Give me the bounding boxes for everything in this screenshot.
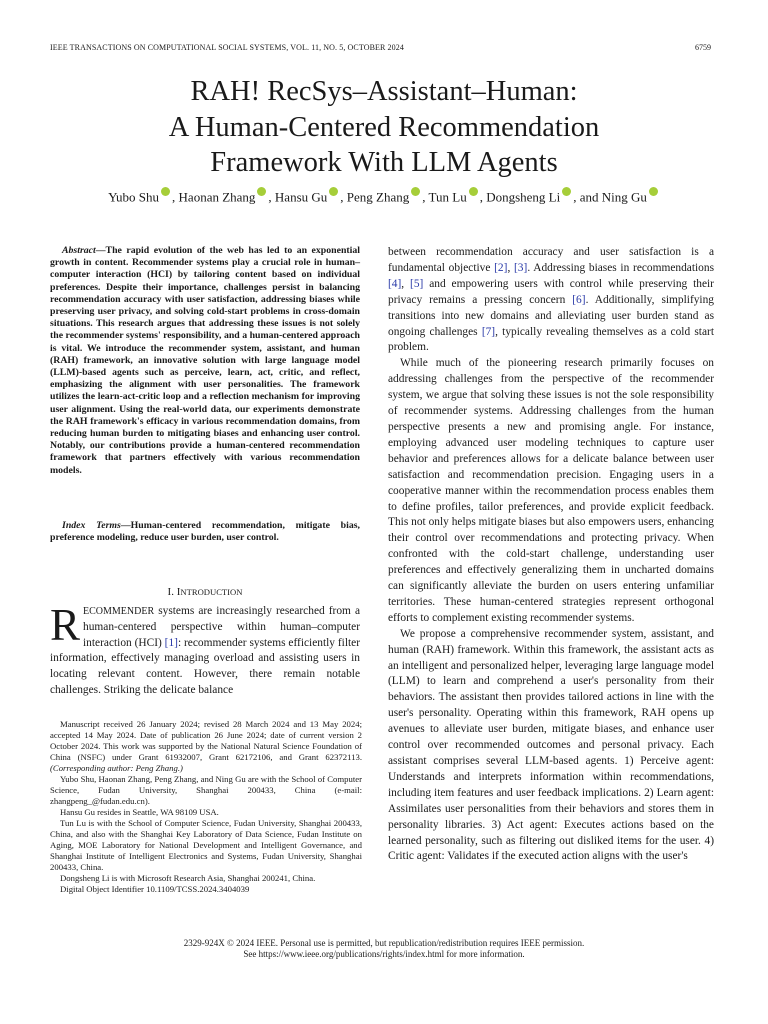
- citation-link[interactable]: [1]: [164, 636, 178, 649]
- copyright-notice: [0, 938, 768, 960]
- author-name: , Haonan Zhang: [172, 189, 256, 205]
- paper-title: [0, 74, 768, 181]
- title-line: RAH! RecSys–Assistant–Human:: [190, 76, 578, 107]
- paragraph: While much of the pioneering research primarily focuses on addressing challenges from the perspective of the recommender system, we argue that solving these issues is not the sole responsibility of recommender systems. Addressing challenges from the human perspective presents a new and promising angle. For instance, employing advanced user modeling techniques to capture user behavior and preferences allows for a delicate balance between user satisfaction and recommendation precision. Engaging users in a cooperative manner within the recommendation process enables them to define profiles, tailor preferences, and provide explicit feedback. This not only helps mitigate biases but also empowers users, enhancing their control over recommendations and protecting privacy. When confronted with the cold-start challenge, understanding user preferences and effectively generalizing them in uncharted domains can significantly alleviate the burden on users entering unfamiliar territories. These human-centered strategies represent orthogonal efforts to complement existing recommender systems.: [388, 357, 714, 624]
- footnote-text: Manuscript received 26 January 2024; revised 28 March 2024 and 13 May 2024; accepted 14 May 2024. Date of publication 26 June 2024; date of current version 2 October 2024. This work was supported by the National Natural Science Foundation of China (NSFC) under Grant 61932007, Grant 62172106, and Grant 62372113.: [50, 719, 362, 762]
- index-terms: [50, 520, 360, 544]
- orcid-icon[interactable]: [649, 187, 658, 196]
- running-header: IEEE TRANSACTIONS ON COMPUTATIONAL SOCIAL SYSTEMS, VOL. 11, NO. 5, OCTOBER 2024: [50, 43, 404, 52]
- orcid-icon[interactable]: [411, 187, 420, 196]
- orcid-icon[interactable]: [562, 187, 571, 196]
- title-line: A Human-Centered Recommendation: [168, 111, 600, 143]
- section-numeral: I.: [167, 586, 177, 598]
- right-column: [388, 245, 714, 865]
- small-caps-word: ECOMMENDER: [83, 606, 155, 617]
- citation-link[interactable]: [5]: [410, 277, 424, 290]
- copyright-line: 2329-924X © 2024 IEEE. Personal use is permitted, but republication/redistribution requires IEEE permission.: [183, 938, 585, 948]
- orcid-icon[interactable]: [469, 187, 478, 196]
- author-list: [0, 187, 768, 205]
- footnote: [50, 719, 362, 774]
- footnote: Yubo Shu, Haonan Zhang, Peng Zhang, and Ning Gu are with the School of Computer Science, Fudan University, Shanghai 200433, China (e-mail: zhangpeng_@fudan.edu.cn).: [50, 774, 362, 806]
- author-name: , Dongsheng Li: [479, 189, 561, 205]
- author-name: , Tun Lu: [422, 189, 467, 205]
- paragraph: We propose a comprehensive recommender system, assistant, and human (RAH) framework. Within this framework, the assistant acts as an intelligent and personalized helper, leveraging large language model (LLM) to learn and comprehend a user's personality from their behaviors. The assistant then provides tailored actions in line with the user's personality. Operating within this framework, RAH opens up avenues to alleviate user burden, mitigate biases, and enhance user control over recommended outcomes and personal privacy. Each assistant comprises several LLM-based agents. 1) Perceive agent: Understands and interprets information within recommendations, including item features and user feedback implications. 2) Learn agent: Assimilates user personalities from their behaviors and stores them in personality libraries. 3) Act agent: Executes actions based on the learned personality, such as filtering out disliked items for the user. 4) Critic agent: Validates if the executed action aligns with the user's: [388, 627, 714, 863]
- abstract-text: —The rapid evolution of the web has led to an exponential growth in content. Recommender systems play a crucial role in human–computer interaction (HCI) by tailoring content based on individual preferences. Despite their importance, challenges persist in balancing recommendation accuracy with user satisfaction, addressing biases while preserving user privacy, and solving cold-start problems in cross-domain situations. This research argues that addressing these issues is not solely the recommender systems' responsibility, and a human-centered approach is vital. We introduce the recommender system, assistant, and human (RAH) framework, an innovative solution with large language model (LLM)-based agents such as perceive, learn, act, critic, and reflect, emphasizing the alignment with user personalities. The framework utilizes the learn-act-critic loop and a reflection mechanism for improving user alignment. Using the real-world data, our experiments demonstrate the RAH framework's efficacy in various recommendation domains, from reducing human burden to mitigating biases and enhancing user control. Notably, our contributions provide a human-centered recommendation framework that partners effectively with various recommendation models.: [50, 245, 360, 476]
- abstract: [50, 245, 360, 477]
- author-name: , Hansu Gu: [268, 189, 328, 205]
- author-name: , Peng Zhang: [340, 189, 410, 205]
- citation-link[interactable]: [2]: [494, 261, 508, 274]
- intro-text: : recommender systems efficiently filter information, effectively managing overload and assisting users in locating relevant content. However, there remain notable challenges. Striking the delicate balance: [50, 636, 360, 696]
- orcid-icon[interactable]: [329, 187, 338, 196]
- body-text: . Addressing biases in recommendations: [527, 261, 714, 274]
- footnotes: [50, 719, 362, 895]
- body-text: , typically revealing themselves as a cold start problem.: [388, 325, 714, 354]
- title-line: Framework With LLM Agents: [210, 147, 558, 178]
- footnote: Tun Lu is with the School of Computer Science, Fudan University, Shanghai 200433, China, and also with the Shanghai Key Laboratory of Data Science, Fudan Institute on Aging, MOE Laboratory for National Development and Intelligent Governance, and Shanghai Institute of Intelligent Electronics and Systems, Fudan University, Shanghai 200433, China.: [50, 818, 362, 872]
- drop-cap: R: [50, 600, 81, 650]
- citation-link[interactable]: [6]: [572, 293, 586, 306]
- author-name: Yubo Shu: [108, 189, 160, 205]
- author-name: , and Ning Gu: [573, 189, 647, 205]
- corresponding-author-note: (Corresponding author: Peng Zhang.): [50, 763, 183, 773]
- body-text: and empowering users with control while preserving their privacy remains a pressing concern: [388, 277, 714, 306]
- page-number: 6759: [695, 43, 711, 52]
- citation-link[interactable]: [7]: [481, 325, 496, 338]
- intro-text: systems are increasingly researched from a human-centered perspective within human–computer interaction (HCI): [83, 605, 360, 649]
- footnote: Digital Object Identifier 10.1109/TCSS.2024.3404039: [60, 884, 250, 894]
- footnote: Dongsheng Li is with Microsoft Research Asia, Shanghai 200241, China.: [60, 873, 316, 883]
- body-text: ,: [401, 277, 411, 290]
- intro-paragraph: [50, 600, 360, 699]
- section-name: NTRODUCTION: [180, 587, 243, 597]
- index-terms-label: Index Terms: [62, 520, 121, 531]
- citation-link[interactable]: [3]: [514, 261, 528, 274]
- footnote: Hansu Gu resides in Seattle, WA 98109 USA.: [60, 807, 219, 817]
- copyright-line: See https://www.ieee.org/publications/rights/index.html for more information.: [243, 949, 525, 959]
- body-text: between recommendation accuracy and user satisfaction is a fundamental objective: [388, 246, 714, 274]
- paragraph: [388, 245, 714, 356]
- citation-link[interactable]: [4]: [388, 277, 402, 290]
- section-name: I: [176, 586, 181, 598]
- abstract-label: Abstract: [62, 245, 96, 256]
- section-heading: [50, 586, 360, 598]
- orcid-icon[interactable]: [161, 187, 170, 196]
- index-terms-text: —Human-centered recommendation, mitigate bias, preference modeling, reduce user burden, user control.: [50, 520, 360, 544]
- body-text: ,: [507, 261, 515, 274]
- orcid-icon[interactable]: [257, 187, 266, 196]
- body-text: . Additionally, simplifying transitions into new domains and alleviating user burden stand as ongoing challenges: [388, 293, 714, 338]
